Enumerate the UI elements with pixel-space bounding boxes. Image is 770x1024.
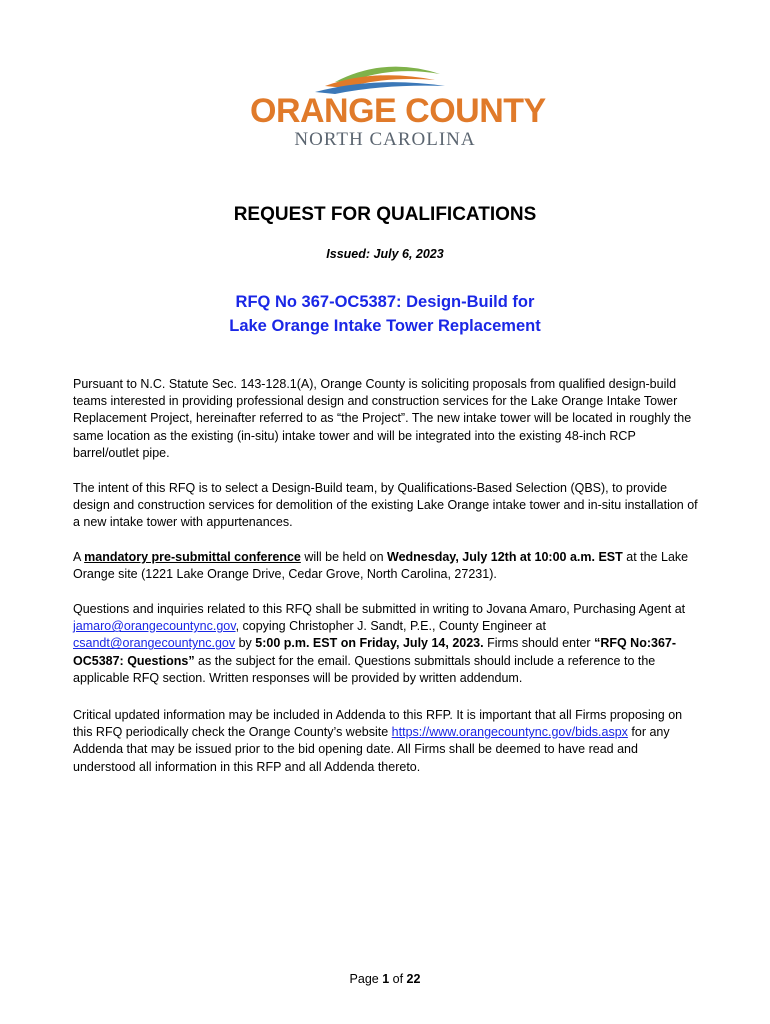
paragraph-conference [73, 549, 698, 583]
email-subject-line: “RFQ No:367-OC5387: Questions” [73, 636, 677, 668]
bids-website-link[interactable]: https://www.orangecountync.gov/bids.aspx [391, 725, 628, 740]
conference-location: at the Lake Orange site (1221 Lake Orange Drive, Cedar Grove, North Carolina, 27231). [73, 550, 689, 582]
questions-text-3: by [235, 636, 256, 651]
rfq-heading-line2: Lake Orange Intake Tower Replacement [229, 317, 541, 335]
landscape-swoosh-icon [315, 62, 455, 96]
current-page-number: 1 [382, 972, 390, 986]
addenda-text-1: Critical updated information may be included in Addenda to this RFP. It is important that all Firms proposing on this RFQ periodically check the Orange County’s website [73, 708, 683, 740]
logo-text-north-carolina: NORTH CAROLINA [294, 129, 476, 150]
orange-county-logo [250, 62, 546, 152]
issued-date: Issued: July 6, 2023 [326, 247, 444, 261]
footer-middle: of [389, 972, 407, 986]
document-title: REQUEST FOR QUALIFICATIONS [233, 204, 537, 225]
questions-text-1: Questions and inquiries related to this RFQ shall be submitted in writing to Jovana Amaro, Purchasing Agent at [73, 602, 686, 616]
logo-text-orange-county: ORANGE COUNTY [250, 92, 546, 130]
rfq-heading [0, 290, 770, 338]
footer-prefix: Page [349, 972, 383, 986]
page-footer [0, 972, 770, 986]
rfq-heading-line1: RFQ No 367-OC5387: Design-Build for [235, 293, 535, 311]
paragraph-questions [73, 601, 698, 687]
questions-text-5: as the subject for the email. Questions submittals should include a reference to the applicable RFQ section. Written responses will be provided by written addendum. [73, 653, 656, 685]
email-link-csandt[interactable]: csandt@orangecountync.gov [73, 636, 236, 651]
questions-deadline: 5:00 p.m. EST on Friday, July 14, 2023. [255, 636, 484, 651]
conference-middle: will be held on [300, 550, 388, 564]
paragraph-statute: Pursuant to N.C. Statute Sec. 143-128.1(A), Orange County is soliciting proposals from qualified design-build teams interested in providing professional design and construction services for the Lake Orange Intake Tower Replacement Project, hereinafter referred to as “the Project”. The new intake tower will be located in roughly the same location as the existing (in-situ) intake tower and will be integrated into the existing 48-inch RCP barrel/outlet pipe. [73, 377, 692, 460]
paragraph-addenda [73, 707, 698, 776]
email-link-jamaro[interactable]: jamaro@orangecountync.gov [73, 619, 236, 634]
conference-date: Wednesday, July 12th at 10:00 a.m. EST [387, 550, 623, 564]
paragraph-intent: The intent of this RFQ is to select a Design-Build team, by Qualifications-Based Selection (QBS), to provide design and construction services for demolition of the existing Lake Orange intake tower and in-situ installation of a new intake tower with appurtenances. [73, 481, 698, 530]
mandatory-conference-text: mandatory pre-submittal conference [84, 550, 301, 564]
total-page-count: 22 [406, 972, 421, 986]
addenda-text-2: for any Addenda that may be issued prior to the bid opening date. All Firms shall be deemed to have read and understood all information in this RFP and all Addenda thereto. [73, 725, 670, 774]
conference-prefix: A [73, 550, 85, 564]
questions-text-2: , copying Christopher J. Sandt, P.E., County Engineer at [235, 619, 546, 634]
questions-text-4: Firms should enter [483, 636, 595, 651]
